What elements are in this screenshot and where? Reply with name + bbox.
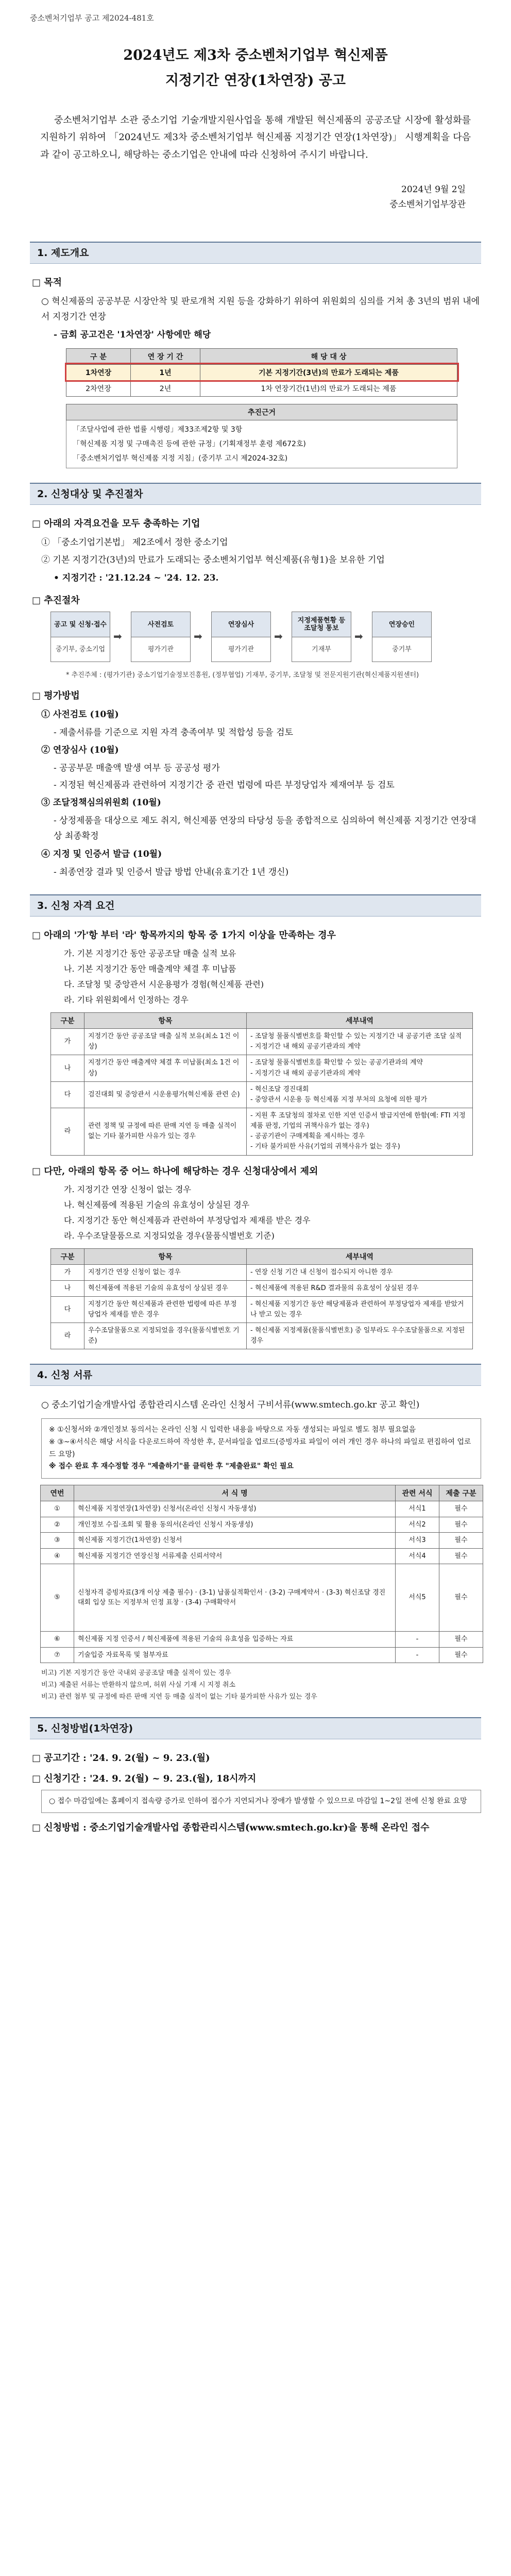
docs-footnote: 비고) 관련 첨부 및 규정에 따른 판매 지연 등 매출 실적이 없는 기타 불가피한 사유가 있는 경우 xyxy=(41,1692,317,1701)
documents-table xyxy=(40,1485,483,1663)
basis-header: 추진근거 xyxy=(66,404,457,420)
table-cell: ⑦ xyxy=(41,1647,74,1663)
basis-cell xyxy=(66,420,457,468)
flow-step xyxy=(292,612,351,662)
flow-step xyxy=(131,612,191,662)
table-cell: - xyxy=(396,1632,439,1648)
table-cell: 지정기간 동안 매출계약 체결 후 미납품(최소 1건 이상) xyxy=(84,1055,247,1081)
table-cell: - 지원 후 조달청의 절차로 인한 지연 인증서 발급지연에 한함(예: FTI 지정제품 판정, 기업의 귀책사유가 없는 경우) - 공공기관이 구매계획을 제시하는 경우 - 기타 불가피한 사유(기업의 귀책사유가 없는 경우) xyxy=(247,1108,473,1156)
exclusion-table xyxy=(50,1248,473,1350)
table-header: 서 식 명 xyxy=(74,1485,396,1501)
table-cell: 다 xyxy=(51,1081,84,1108)
table-header: 연 장 기 간 xyxy=(131,348,200,364)
table-cell: 나 xyxy=(51,1280,84,1296)
process-flow xyxy=(50,612,481,668)
notice-period: □ 공고기간 : '24. 9. 2(월) ~ 9. 23.(월) xyxy=(32,1752,210,1764)
arrow-right-icon: ➡ xyxy=(274,630,283,643)
table-cell: 혁신제품 지정기간(1차연장) 신청서 xyxy=(74,1533,396,1549)
table-row xyxy=(51,1055,473,1081)
eval-label: □ 평가방법 xyxy=(32,690,80,702)
table-cell: - 조달청 물품식별번호를 확인할 수 있는 공공기관과의 계약 - 지정기간 내 해외 공공기관과의 계약 xyxy=(247,1055,473,1081)
req-label: □ 아래의 '가'항 부터 '라' 항목까지의 항목 중 1가지 이상을 만족하는 경우 xyxy=(32,930,336,941)
flow-step-actor: 기재부 xyxy=(312,646,331,654)
table-row xyxy=(51,1323,473,1349)
table-cell: 혁신제품에 적용된 기술의 유효성이 상실된 경우 xyxy=(84,1280,247,1296)
basis-table xyxy=(66,404,457,468)
table-cell: 서식2 xyxy=(396,1517,439,1533)
table-cell: 다 xyxy=(51,1296,84,1323)
arrow-right-icon: ➡ xyxy=(354,630,363,643)
section-header-3: 3. 신청 자격 요건 xyxy=(30,894,481,917)
purpose-text: ○ 혁신제품의 공공부문 시장안착 및 판로개척 지원 등을 강화하기 위하여 위원회의 심의를 거쳐 총 3년의 범위 내에서 지정기간 연장 xyxy=(41,296,480,323)
table-cell: 라 xyxy=(51,1323,84,1349)
req-summary-item: 다. 조달청 및 중앙관서 시운용평가 경험(혁신제품 관련) xyxy=(64,979,264,990)
table-row xyxy=(51,1029,473,1055)
table-cell: 관련 정책 및 규정에 따른 판매 지연 등 매출 실적이 없는 기타 불가피한 사유가 있는 경우 xyxy=(84,1108,247,1156)
table-cell: 가 xyxy=(51,1264,84,1280)
eval-step-title: ① 사전검토 (10월) xyxy=(41,709,119,720)
section-header-1: 1. 제도개요 xyxy=(30,242,481,264)
eval-step-line: - 지정된 혁신제품과 관련하여 지정기간 중 관련 법령에 따른 부정당업자 제재여부 등 검토 xyxy=(54,779,395,790)
docs-note: ※ ①신청서와 ②개인정보 동의서는 온라인 신청 시 입력한 내용을 바탕으로 자동 생성되는 파일로 별도 첨부 필요없음 xyxy=(49,1426,416,1434)
docs-notes-box xyxy=(41,1418,481,1479)
table-cell: 나 xyxy=(51,1055,84,1081)
period-line: • 지정기간 : '21.12.24 ~ '24. 12. 23. xyxy=(54,572,219,583)
eval-step-line: - 공공부문 매출액 발생 여부 등 공공성 평가 xyxy=(54,763,220,774)
table-cell: 가 xyxy=(51,1029,84,1055)
table-header: 세부내역 xyxy=(247,1248,473,1264)
table-row xyxy=(51,1108,473,1156)
table-row xyxy=(51,1081,473,1108)
apply-note: ○ 접수 마감일에는 홈페이지 접속량 증가로 인하여 접수가 지연되거나 장애가 발생할 수 있으므로 마감일 1~2일 전에 신청 완료 요망 xyxy=(41,1790,481,1814)
process-label: □ 추진절차 xyxy=(32,595,80,606)
exclusion-summary-item: 다. 지정기간 동안 혁신제품과 관련하여 부정당업자 제재를 받은 경우 xyxy=(64,1215,311,1225)
table-cell: - 혁신제품에 적용된 R&D 결과물의 유효성이 상실된 경우 xyxy=(247,1280,473,1296)
table-header: 항목 xyxy=(84,1013,247,1029)
table-cell: 필수 xyxy=(439,1517,483,1533)
table-cell: 지정기간 동안 공공조달 매출 실적 보유(최소 1건 이상) xyxy=(84,1029,247,1055)
table-cell: ⑥ xyxy=(41,1632,74,1648)
table-header: 구분 xyxy=(51,1248,84,1264)
table-header: 구분 xyxy=(51,1013,84,1029)
table-row xyxy=(66,364,457,380)
table-header: 세부내역 xyxy=(247,1013,473,1029)
flow-step-actor: 중기부, 중소기업 xyxy=(55,646,106,654)
flow-step-title: 지정제품현황 등 조달청 통보 xyxy=(292,612,351,637)
table-row xyxy=(51,1296,473,1323)
table-cell: 2년 xyxy=(131,380,200,396)
table-cell: ② xyxy=(41,1517,74,1533)
table-cell: 필수 xyxy=(439,1501,483,1517)
basis-item: 「중소벤처기업부 혁신제품 지정 지침」(중기부 고시 제2024-32호) xyxy=(73,454,288,463)
table-cell: ① xyxy=(41,1501,74,1517)
apply-period: □ 신청기간 : '24. 9. 2(월) ~ 9. 23.(월), 18시까지 xyxy=(32,1773,257,1784)
table-cell: - 혁신제품 지정기간 동안 해당제품과 관련하여 부정당업자 제재를 받았거나 받고 있는 경우 xyxy=(247,1296,473,1323)
eval-step-title: ③ 조달정책심의위원회 (10월) xyxy=(41,798,161,808)
eval-step-line: - 최종연장 결과 및 인증서 발급 방법 안내(유효기간 1년 갱신) xyxy=(54,867,289,877)
table-cell: - 혁신조달 경진대회 - 중앙관서 시운용 등 혁신제품 지정 부처의 요청에 의한 평가 xyxy=(247,1081,473,1108)
docs-note: ※ 접수 완료 후 재수정할 경우 "제출하기"를 클릭한 후 "제출완료" 확인 필요 xyxy=(49,1462,294,1471)
arrow-right-icon: ➡ xyxy=(113,630,122,643)
page-title: 2024년도 제3차 중소벤처기업부 혁신제품 xyxy=(123,47,388,63)
table-row xyxy=(51,1280,473,1296)
table-cell: 필수 xyxy=(439,1632,483,1648)
table-cell: 라 xyxy=(51,1108,84,1156)
docs-intro: ○ 중소기업기술개발사업 종합관리시스템 온라인 신청서 구비서류(www.smtech.go.kr 공고 확인) xyxy=(41,1400,420,1411)
page-subtitle: 지정기간 연장(1차연장) 공고 xyxy=(165,73,346,89)
req-summary-item: 라. 기타 위원회에서 인정하는 경우 xyxy=(64,995,189,1005)
notice-date: 2024년 9월 2일 xyxy=(401,184,466,195)
table-cell: 필수 xyxy=(439,1647,483,1663)
table-cell: 서식3 xyxy=(396,1533,439,1549)
flow-note: * 추진주체 : (평가기관) 중소기업기술정보진흥원, (정부협업) 기재부, 중기부, 조달청 및 전문지원기관(혁신제품지원센터) xyxy=(66,671,419,680)
exclusion-label: □ 다만, 아래의 항목 중 어느 하나에 해당하는 경우 신청대상에서 제외 xyxy=(32,1165,318,1177)
table-cell: ③ xyxy=(41,1533,74,1549)
table-cell: 서식4 xyxy=(396,1548,439,1564)
table-header: 제출 구분 xyxy=(439,1485,483,1501)
table-row xyxy=(66,380,457,396)
table-row xyxy=(41,1517,483,1533)
section-header-4: 4. 신청 서류 xyxy=(30,1364,481,1386)
table-row xyxy=(41,1647,483,1663)
table-cell: 개인정보 수집·조회 및 활용 동의서(온라인 신청시 자동생성) xyxy=(74,1517,396,1533)
intro-paragraph: 중소벤처기업부 소관 중소기업 기술개발지원사업을 통해 개발된 혁신제품의 공공조달 시장에 활성화를 지원하기 위하여 「2024년도 제3차 중소벤처기업부 혁신제품 지정기간 연장(1차연장)」 시행계획을 다음과 같이 공고하오니, 해당하는 중소기업은 안내에 따라 신청하여 주시기 바랍니다. xyxy=(40,115,471,160)
flow-step-title: 공고 및 신청·접수 xyxy=(51,612,110,637)
table-header: 관련 서식 xyxy=(396,1485,439,1501)
table-cell: ④ xyxy=(41,1548,74,1564)
table-cell: 혁신제품 지정연장(1차연장) 신청서(온라인 신청시 자동생성) xyxy=(74,1501,396,1517)
target-item: ① 「중소기업기본법」 제2조에서 정한 중소기업 xyxy=(41,537,228,548)
table-header: 항목 xyxy=(84,1248,247,1264)
table-cell: 혁신제품 지정기간 연장신청 서류제출 신뢰서약서 xyxy=(74,1548,396,1564)
req-summary-item: 가. 기본 지정기간 동안 공공조달 매출 실적 보유 xyxy=(64,948,236,959)
table-cell: 1년 xyxy=(131,364,200,380)
eval-step-title: ④ 지정 및 인증서 발급 (10월) xyxy=(41,849,162,859)
table-header: 연번 xyxy=(41,1485,74,1501)
table-cell: 혁신제품 지정 인증서 / 혁신제품에 적용된 기술의 유효성을 입증하는 자료 xyxy=(74,1632,396,1648)
purpose-label: □ 목적 xyxy=(32,277,62,288)
requirement-table xyxy=(50,1012,473,1155)
table-cell: 필수 xyxy=(439,1548,483,1564)
flow-step xyxy=(211,612,271,662)
table-cell: 기본 지정기간(3년)의 만료가 도래되는 제품 xyxy=(200,364,457,380)
table-header: 해 당 대 상 xyxy=(200,348,457,364)
table-cell: - xyxy=(396,1647,439,1663)
table-cell: 필수 xyxy=(439,1564,483,1632)
table-cell: 지정기간 연장 신청이 없는 경우 xyxy=(84,1264,247,1280)
apply-method: □ 신청방법 : 중소기업기술개발사업 종합관리시스템(www.smtech.go.kr)을 통해 온라인 접수 xyxy=(32,1822,430,1834)
exclusion-summary-item: 나. 혁신제품에 적용된 기술의 유효성이 상실된 경우 xyxy=(64,1199,250,1210)
flow-step-actor: 평가기관 xyxy=(228,646,254,654)
table-cell: 지정기간 동안 혁신제품과 관련한 법령에 따른 부정당업자 제재를 받은 경우 xyxy=(84,1296,247,1323)
extension-table xyxy=(66,348,457,397)
purpose-note: - 금회 공고건은 '1차연장' 사항에만 해당 xyxy=(54,330,211,341)
docs-note: ※ ③~④서식은 해당 서식을 다운로드하여 작성한 후, 문서파일을 업로드(증빙자료 파일이 여러 개인 경우 하나의 파일로 편집하여 업로드 요망) xyxy=(49,1437,471,1459)
table-row xyxy=(41,1533,483,1549)
table-row xyxy=(41,1501,483,1517)
eval-step-line: - 상정제품을 대상으로 제도 취지, 혁신제품 연장의 타당성 등을 종합적으로 심의하여 혁신제품 지정기간 연장대상 최종확정 xyxy=(54,815,476,842)
flow-step-title: 사전검토 xyxy=(131,612,190,637)
table-cell: 서식5 xyxy=(396,1564,439,1632)
basis-item: 「혁신제품 지정 및 구매촉진 등에 관한 규정」(기획재정부 훈령 제672호) xyxy=(73,439,306,448)
table-cell: 검진대회 및 중앙관서 시운용평가(혁신제품 관련 순) xyxy=(84,1081,247,1108)
table-cell: 2차연장 xyxy=(66,380,131,396)
docs-footnote: 비고) 기본 지정기간 동안 국내외 공공조달 매출 실적이 있는 경우 xyxy=(41,1669,231,1677)
flow-step-actor: 평가기관 xyxy=(147,646,174,654)
table-cell: 서식1 xyxy=(396,1501,439,1517)
eval-step-line: - 제출서류를 기준으로 지원 자격 충족여부 및 적합성 등을 검토 xyxy=(54,727,293,738)
table-cell: - 혁신제품 지정제품(물품식별번호) 중 일부라도 우수조달물품으로 지정된 경우 xyxy=(247,1323,473,1349)
table-row xyxy=(41,1632,483,1648)
target-item: ② 기본 지정기간(3년)의 만료가 도래되는 중소벤처기업부 혁신제품(유형1)을 보유한 기업 xyxy=(41,555,385,566)
flow-step xyxy=(50,612,110,662)
table-cell: ⑤ xyxy=(41,1564,74,1632)
table-row xyxy=(41,1548,483,1564)
issuer-name: 중소벤처기업부장관 xyxy=(389,199,466,210)
section-header-5: 5. 신청방법(1차연장) xyxy=(30,1717,481,1739)
arrow-right-icon: ➡ xyxy=(194,630,202,643)
target-label: □ 아래의 자격요건을 모두 충족하는 기업 xyxy=(32,518,200,529)
table-cell: 우수조달물품으로 지정되었을 경우(물품식별번호 기준) xyxy=(84,1323,247,1349)
flow-step-title: 연장승인 xyxy=(372,612,431,637)
table-cell: 필수 xyxy=(439,1533,483,1549)
table-row xyxy=(41,1564,483,1632)
flow-step-title: 연장심사 xyxy=(212,612,270,637)
section-header-2: 2. 신청대상 및 추진절차 xyxy=(30,483,481,505)
exclusion-summary-item: 가. 지정기간 연장 신청이 없는 경우 xyxy=(64,1184,191,1194)
table-header: 구 분 xyxy=(66,348,131,364)
table-cell: 1차연장 xyxy=(66,364,131,380)
table-cell: - 연장 신청 기간 내 신청이 접수되지 아니한 경우 xyxy=(247,1264,473,1280)
flow-step xyxy=(372,612,432,662)
flow-step-actor: 중기부 xyxy=(392,646,412,654)
basis-item: 「조달사업에 관한 법률 시행령」제33조제2항 및 3항 xyxy=(73,425,243,434)
table-cell: 1차 연장기간(1년)의 만료가 도래되는 제품 xyxy=(200,380,457,396)
req-summary-item: 나. 기본 지정기간 동안 매출계약 체결 후 미납품 xyxy=(64,964,236,974)
docs-footnote: 비고) 제출된 서류는 반환하지 않으며, 허위 사실 기재 시 지정 취소 xyxy=(41,1681,236,1689)
table-cell: 기술입증 자료목록 및 첨부자료 xyxy=(74,1647,396,1663)
exclusion-summary-item: 라. 우수조달물품으로 지정되었을 경우(물품식별번호 기준) xyxy=(64,1230,275,1241)
notice-number: 중소벤처기업부 공고 제2024-481호 xyxy=(30,13,154,23)
table-cell: - 조달청 물품식별번호를 확인할 수 있는 지정기간 내 공공기관 조달 실적 - 지정기간 내 해외 공공기관과의 계약 xyxy=(247,1029,473,1055)
eval-step-title: ② 연장심사 (10월) xyxy=(41,745,119,756)
table-row xyxy=(51,1264,473,1280)
table-cell: 신청자격 증빙자료(3개 이상 제출 필수) · (3-1) 납품실적확인서 · (3-2) 구매계약서 · (3-3) 혁신조달 경진대회 입상 또는 지정부처 인정 표창 · (3-4) 구매확약서 xyxy=(74,1564,396,1632)
